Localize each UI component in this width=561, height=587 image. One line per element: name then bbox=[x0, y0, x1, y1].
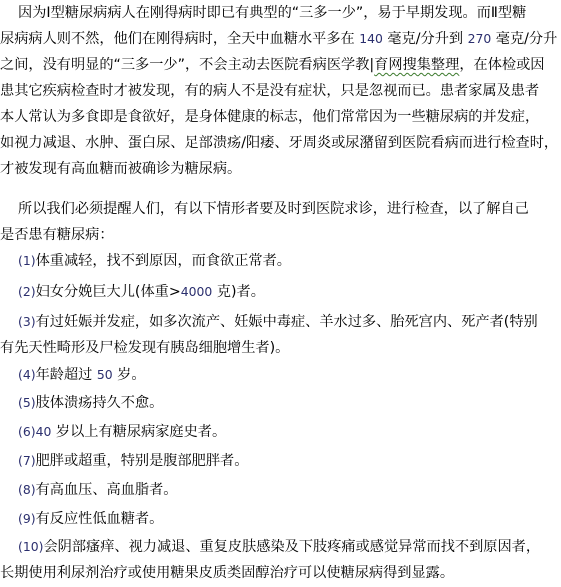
number-text: (9) bbox=[18, 511, 36, 526]
text-run: 毫克/分升 bbox=[491, 31, 558, 47]
text-run: 长期使用利尿剂治疗或使用糖果皮质类固醇治疗可以使糖尿病得到显露。 bbox=[0, 565, 455, 581]
number-text: (4) bbox=[18, 367, 36, 382]
number-text: (1) bbox=[18, 253, 36, 268]
paragraph-intro-line bbox=[0, 52, 561, 78]
text-run bbox=[0, 424, 18, 440]
text-run bbox=[0, 482, 18, 498]
text-run bbox=[0, 284, 18, 300]
text-run: 才被发现有高血糖而被确诊为糖尿病。 bbox=[0, 161, 242, 177]
text-run: 本人常认为多食即是食欲好，是身体健康的标志，他们常常因为一些糖尿病的并发症， bbox=[0, 109, 540, 125]
text-run: 肢体溃疡持久不愈。 bbox=[35, 395, 164, 411]
text-run: 肥胖或超重，特别是腹部肥胖者。 bbox=[35, 453, 249, 469]
text-run: 尿病病人则不然，他们在刚得病时，全天中血糖水平多在 bbox=[0, 31, 360, 47]
list-item-line bbox=[0, 309, 561, 335]
list-item-line bbox=[0, 362, 561, 388]
list-item-line bbox=[0, 390, 561, 416]
text-run bbox=[0, 367, 18, 383]
text-run bbox=[0, 539, 18, 555]
text-run: 如视力减退、水肿、蛋白尿、足部溃疡/阳痿、牙周炎或尿潴留到医院看病而进行检查时， bbox=[0, 135, 559, 151]
paragraph-intro-line bbox=[0, 26, 561, 52]
text-run: 体重减轻，找不到原因，而食欲正常者。 bbox=[35, 253, 291, 269]
text-run: 有反应性低血糖者。 bbox=[35, 511, 164, 527]
paragraph-intro-line bbox=[0, 104, 561, 130]
text-run: 会阴部瘙痒、视力减退、重复皮肤感染及下肢疼痛或感觉异常而找不到原因者， bbox=[43, 539, 541, 555]
number-text: (2) bbox=[18, 284, 36, 299]
text-run: 因为Ⅰ型糖尿病病人在刚得病时即已有典型的“三多一少”，易于早期发现。而Ⅱ型糖 bbox=[0, 5, 527, 21]
text-run: 年龄超过 bbox=[35, 367, 97, 383]
text-run bbox=[0, 314, 18, 330]
number-text: 4000 bbox=[180, 284, 213, 299]
number-text: 40 bbox=[35, 424, 52, 439]
text-run: ，在体检或因 bbox=[459, 57, 545, 73]
paragraph-intro-line bbox=[0, 0, 561, 26]
number-text: (5) bbox=[18, 395, 36, 410]
text-run: 所以我们必须提醒人们，有以下情形者要及时到医院求诊，进行检查，以了解自己 bbox=[0, 201, 529, 217]
list-item-line bbox=[0, 248, 561, 274]
number-text: 140 bbox=[359, 31, 383, 46]
number-text: (6) bbox=[18, 424, 36, 439]
list-item-line bbox=[0, 419, 561, 445]
text-run: 岁以上有糖尿病家庭史者。 bbox=[51, 424, 227, 440]
text-run: 克)者。 bbox=[212, 284, 265, 300]
list-item-line bbox=[0, 560, 561, 586]
number-text: 270 bbox=[467, 31, 492, 46]
text-run bbox=[0, 253, 18, 269]
list-item-line bbox=[0, 534, 561, 560]
list-item-line bbox=[0, 506, 561, 532]
paragraph-intro-line bbox=[0, 78, 561, 104]
paragraph-intro-line bbox=[0, 156, 561, 182]
list-item-line bbox=[0, 477, 561, 503]
paragraph-advice-line bbox=[0, 222, 561, 248]
number-text: (8) bbox=[18, 482, 36, 497]
number-text: (10) bbox=[18, 539, 44, 554]
number-text: (7) bbox=[18, 453, 36, 468]
paragraph-intro-line bbox=[0, 130, 561, 156]
text-run: 是否患有糖尿病： bbox=[0, 227, 114, 243]
text-run: 之间，没有明显的“三多一少”，不会主动去医院看病医学教| bbox=[0, 57, 375, 73]
number-text: 50 bbox=[96, 367, 113, 382]
spellcheck-flagged-text: 育网搜集整理 bbox=[374, 57, 460, 73]
text-run: 有先天性畸形及尸检发现有胰岛细胞增生者)。 bbox=[0, 340, 290, 356]
text-run: 毫克/分升到 bbox=[382, 31, 468, 47]
text-run: 岁。 bbox=[112, 367, 146, 383]
text-run: 患其它疾病检查时才被发现，有的病人不是没有症状，只是忽视而已。患者家属及患者 bbox=[0, 83, 540, 99]
list-item-line bbox=[0, 279, 561, 305]
text-run bbox=[0, 511, 18, 527]
list-item-line bbox=[0, 335, 561, 361]
text-run: 有高血压、高血脂者。 bbox=[35, 482, 178, 498]
list-item-line bbox=[0, 448, 561, 474]
paragraph-advice-line bbox=[0, 196, 561, 222]
number-text: (3) bbox=[18, 314, 36, 329]
text-run: 妇女分娩巨大儿(体重> bbox=[35, 284, 181, 300]
text-run bbox=[0, 395, 18, 411]
text-run: 有过妊娠并发症，如多次流产、妊娠中毒症、羊水过多、胎死宫内、死产者(特别 bbox=[35, 314, 538, 330]
text-run bbox=[0, 453, 18, 469]
